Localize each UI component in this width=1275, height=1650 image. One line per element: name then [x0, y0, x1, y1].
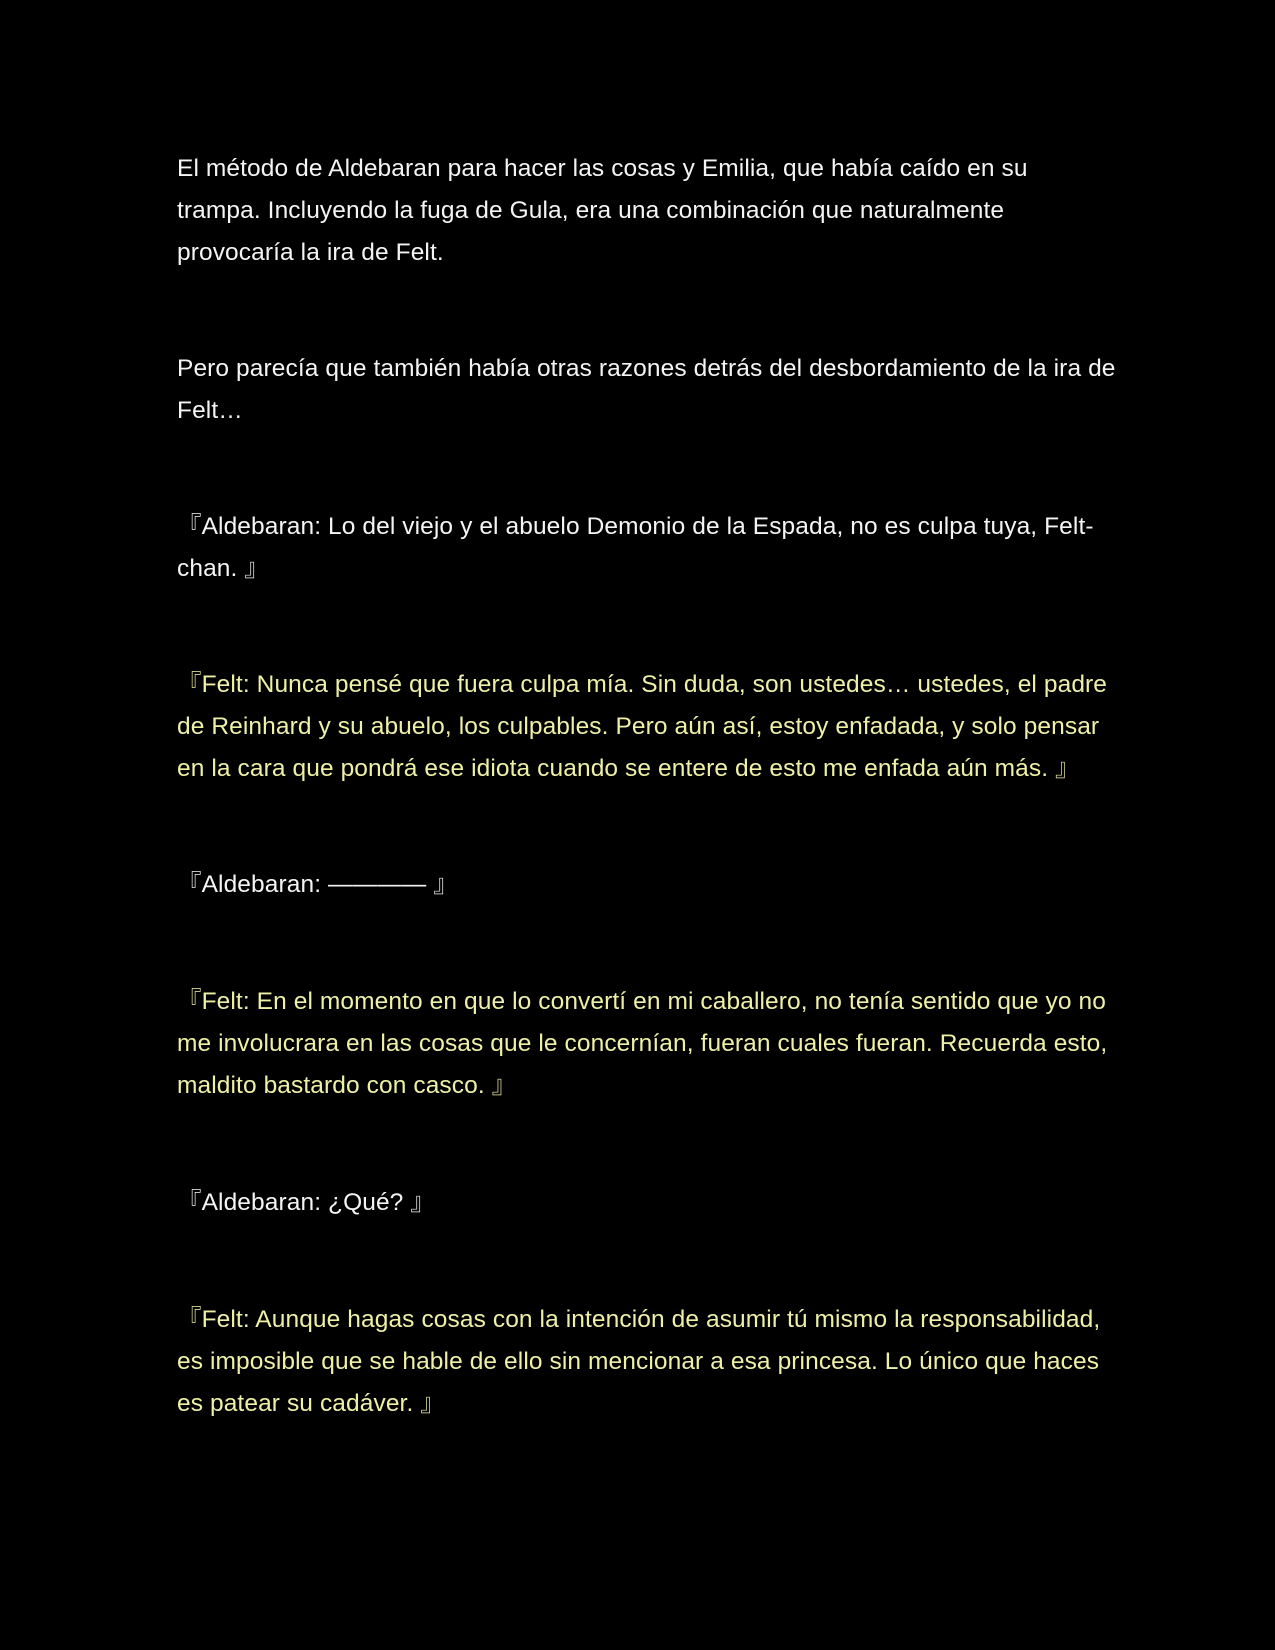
dialogue-aldebaran-3: 『Aldebaran: ¿Qué? 』 — [177, 1189, 435, 1216]
narration-paragraph-2: Pero parecía que también había otras razones detrás del desbordamiento de la ira de Felt… — [177, 355, 1116, 424]
document-body — [177, 148, 1117, 1425]
dialogue-felt-2: 『Felt: En el momento en que lo convertí en mi caballero, no tenía sentido que yo no me involucrara en las cosas que le concernían, fueran cuales fueran. Recuerda esto, maldito bastardo con casco. 』 — [177, 988, 1108, 1099]
dialogue-aldebaran-1: 『Aldebaran: Lo del viejo y el abuelo Demonio de la Espada, no es culpa tuya, Felt-chan. 』 — [177, 513, 1094, 582]
dialogue-felt-3: 『Felt: Aunque hagas cosas con la intención de asumir tú mismo la responsabilidad, es imposible que se hable de ello sin mencionar a esa princesa. Lo único que haces es patear su cadáver. 』 — [177, 1306, 1101, 1417]
dialogue-aldebaran-2: 『Aldebaran: ———— 』 — [177, 871, 458, 898]
dialogue-felt-1: 『Felt: Nunca pensé que fuera culpa mía. Sin duda, son ustedes… ustedes, el padre de Reinhard y su abuelo, los culpables. Pero aún así, estoy enfadada, y solo pensar en la cara que pondrá ese idiota cuando se entere de esto me enfada aún más. 』 — [177, 671, 1108, 782]
narration-paragraph-1: El método de Aldebaran para hacer las cosas y Emilia, que había caído en su trampa. Incluyendo la fuga de Gula, era una combinación que naturalmente provocaría la ira de Felt. — [177, 155, 1028, 266]
